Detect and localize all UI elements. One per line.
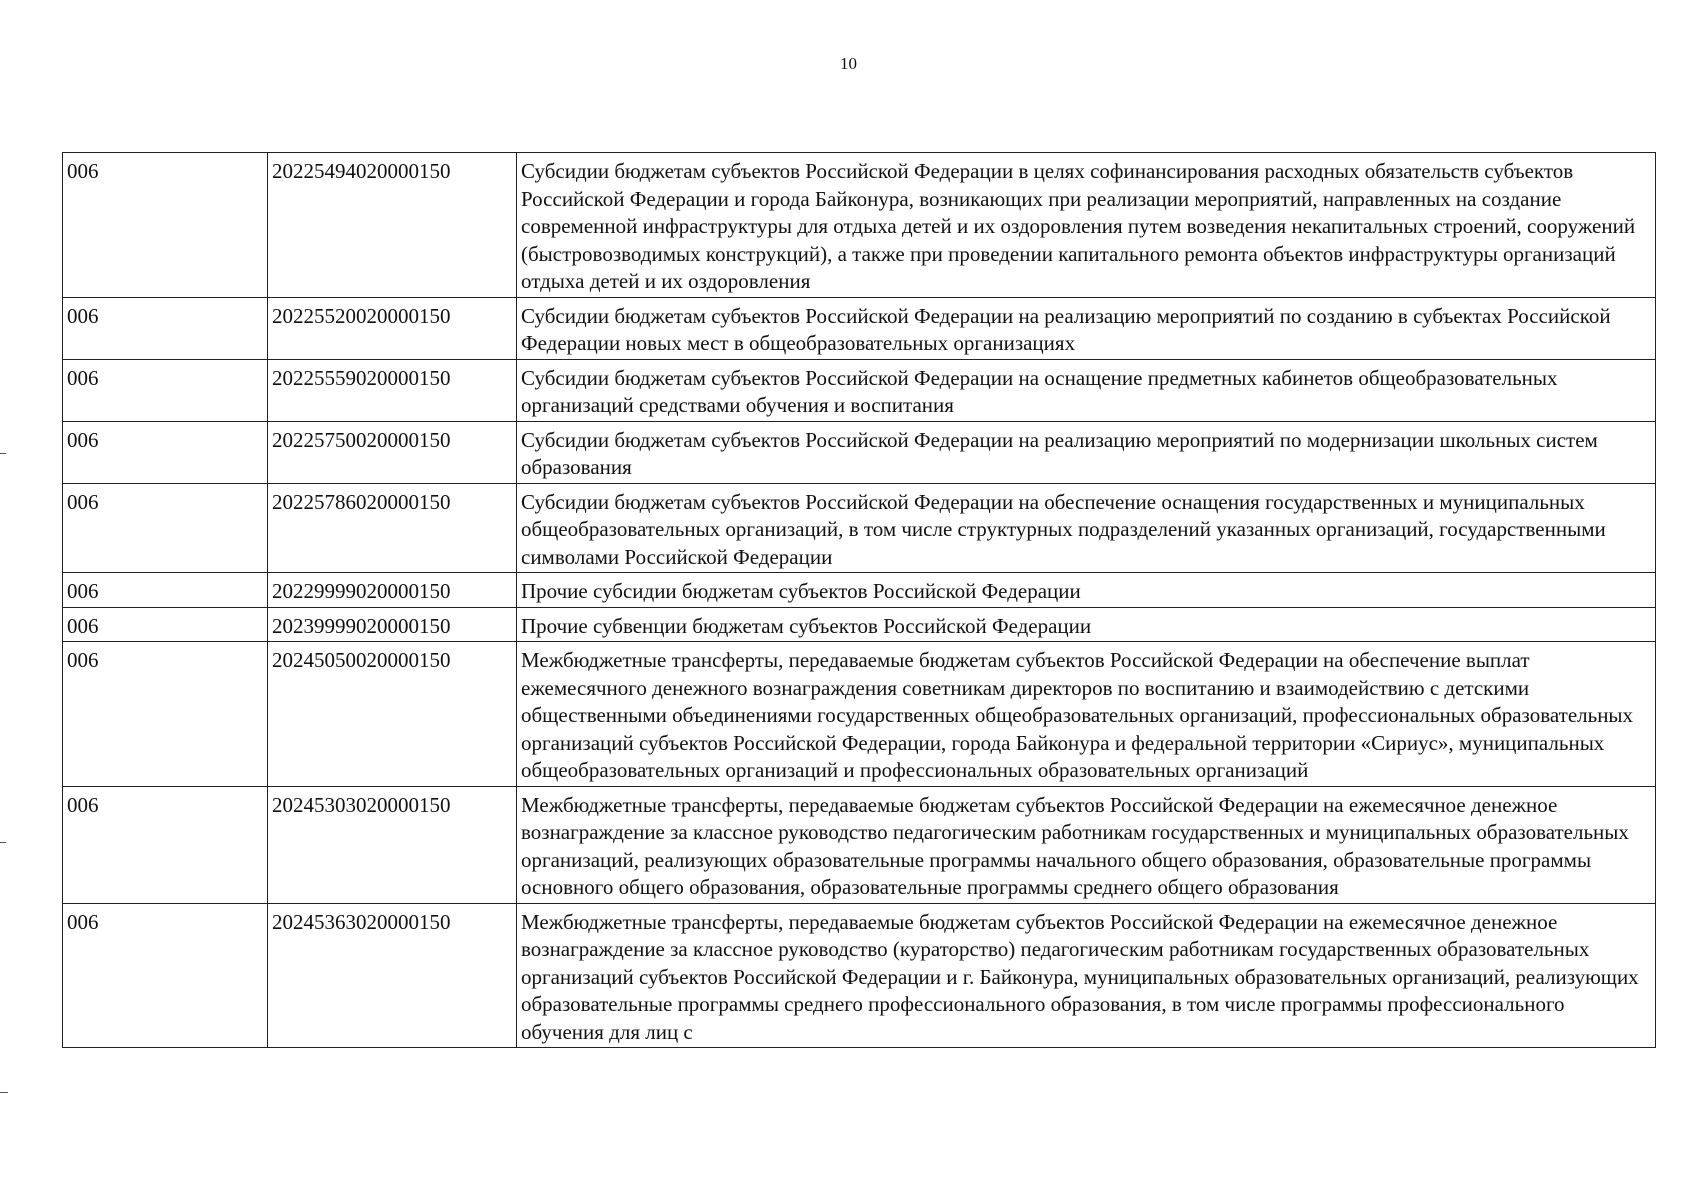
budget-classification-code-cell: 20225494020000150	[268, 153, 517, 298]
admin-code-cell: 006	[63, 421, 268, 483]
table-row	[63, 642, 1656, 787]
table-body	[63, 153, 1656, 1048]
budget-classification-code-cell: 20229999020000150	[268, 573, 517, 608]
admin-code-cell: 006	[63, 359, 268, 421]
admin-code-cell: 006	[63, 483, 268, 573]
table-row	[63, 573, 1656, 608]
revenue-description-cell: Субсидии бюджетам субъектов Российской Федерации на оснащение предметных кабинетов общеобразовательных организаций средствами обучения и воспитания	[517, 359, 1656, 421]
revenue-description-cell: Субсидии бюджетам субъектов Российской Федерации в целях софинансирования расходных обязательств субъектов Российской Федерации и города Байконура, возникающих при реализации мероприятий, направленных на создание современной инфраструктуры для отдыха детей и их оздоровления путем возведения некапитальных строений, сооружений (быстровозводимых конструкций), а также при проведении капитального ремонта объектов инфраструктуры организаций отдыха детей и их оздоровления	[517, 153, 1656, 298]
revenue-description-cell: Субсидии бюджетам субъектов Российской Федерации на реализацию мероприятий по созданию в субъектах Российской Федерации новых мест в общеобразовательных организациях	[517, 297, 1656, 359]
margin-mark-2	[0, 842, 6, 843]
table-row	[63, 153, 1656, 298]
admin-code-cell: 006	[63, 153, 268, 298]
admin-code-cell: 006	[63, 607, 268, 642]
budget-classification-code-cell: 20245363020000150	[268, 903, 517, 1048]
margin-mark-3	[0, 1092, 8, 1093]
budget-classification-code-cell: 20225786020000150	[268, 483, 517, 573]
revenue-description-cell: Межбюджетные трансферты, передаваемые бюджетам субъектов Российской Федерации на обеспечение выплат ежемесячного денежного вознаграждения советникам директоров по воспитанию и взаимодействию с детскими общественными объединениями государственных общеобразовательных организаций, профессиональных образовательных организаций субъектов Российской Федерации, города Байконура и федеральной территории «Сириус», муниципальных общеобразовательных организаций и профессиональных образовательных организаций	[517, 642, 1656, 787]
budget-classification-code-cell: 20225750020000150	[268, 421, 517, 483]
margin-mark-1	[0, 453, 6, 454]
table-row	[63, 786, 1656, 903]
table-row	[63, 483, 1656, 573]
revenue-description-cell: Межбюджетные трансферты, передаваемые бюджетам субъектов Российской Федерации на ежемесячное денежное вознаграждение за классное руководство (кураторство) педагогическим работникам государственных образовательных организаций субъектов Российской Федерации и г. Байконура, муниципальных образовательных организаций, реализующих образовательные программы среднего профессионального образования, в том числе программы профессионального обучения для лиц с	[517, 903, 1656, 1048]
revenue-description-cell: Прочие субвенции бюджетам субъектов Российской Федерации	[517, 607, 1656, 642]
admin-code-cell: 006	[63, 573, 268, 608]
budget-revenue-table	[62, 152, 1656, 1048]
budget-classification-code-cell: 20239999020000150	[268, 607, 517, 642]
table-row	[63, 607, 1656, 642]
budget-classification-code-cell: 20245050020000150	[268, 642, 517, 787]
table-row	[63, 359, 1656, 421]
admin-code-cell: 006	[63, 903, 268, 1048]
page-number: 10	[840, 54, 857, 73]
admin-code-cell: 006	[63, 786, 268, 903]
table-row	[63, 903, 1656, 1048]
budget-classification-code-cell: 20225520020000150	[268, 297, 517, 359]
table-row	[63, 421, 1656, 483]
budget-classification-code-cell: 20245303020000150	[268, 786, 517, 903]
budget-classification-code-cell: 20225559020000150	[268, 359, 517, 421]
table-row	[63, 297, 1656, 359]
revenue-description-cell: Субсидии бюджетам субъектов Российской Федерации на обеспечение оснащения государственных и муниципальных общеобразовательных организаций, в том числе структурных подразделений указанных организаций, государственными символами Российской Федерации	[517, 483, 1656, 573]
admin-code-cell: 006	[63, 297, 268, 359]
revenue-description-cell: Прочие субсидии бюджетам субъектов Российской Федерации	[517, 573, 1656, 608]
revenue-description-cell: Межбюджетные трансферты, передаваемые бюджетам субъектов Российской Федерации на ежемесячное денежное вознаграждение за классное руководство педагогическим работникам государственных и муниципальных образовательных организаций, реализующих образовательные программы начального общего образования, образовательные программы основного общего образования, образовательные программы среднего общего образования	[517, 786, 1656, 903]
revenue-description-cell: Субсидии бюджетам субъектов Российской Федерации на реализацию мероприятий по модернизации школьных систем образования	[517, 421, 1656, 483]
admin-code-cell: 006	[63, 642, 268, 787]
